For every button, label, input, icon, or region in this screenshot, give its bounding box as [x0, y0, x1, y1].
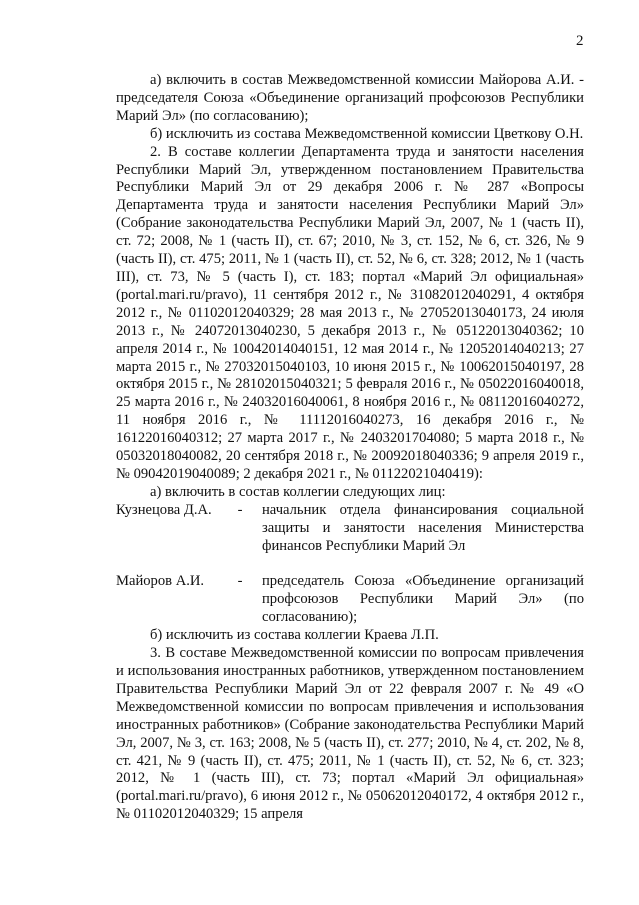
paragraph-section-2: 2. В составе коллегии Департамента труда и занятости населения Республики Марий Эл, утвержденном постановлением Правительства Республики Марий Эл от 29 декабря 2006 г. № 287 «Вопросы Департамента труда и занятости населения Республики Марий Эл» (Собрание законодательства Республики Марий Эл, 2007, № 1 (часть II), ст. 72; 2008, № 1 (часть II), ст. 67; 2010, № 3, ст. 152, № 6, ст. 326, № 9 (часть II), ст. 475; 2011, № 1 (часть II), ст. 52, № 6, ст. 328; 2012, № 1 (часть III), ст. 73, № 5 (часть I), ст. 183; портал «Марий Эл официальная» (portal.mari.ru/pravo), 11 сентября 2012 г., № 31082012040291, 4 октября 2012 г., № 01102012040329; 28 мая 2013 г., № 27052013040173, 24 июля 2013 г., № 24072013040230, 5 декабря 2013 г., № 05122013040362; 10 апреля 2014 г., № 10042014040151, 12 мая 2014 г., № 12052014040213; 27 марта 2015 г., № 27032015040103, 10 июня 2015 г., № 10062015040197, 28 октября 2015 г., № 28102015040321; 5 февраля 2016 г., № 05022016040018, 25 марта 2016 г., № 24032016040061, 8 ноября 2016 г., № 08112016040272, 11 ноября 2016 г., № 11112016040273, 16 декабря 2016 г., № 16122016040312; 27 марта 2017 г., № 2403201704080; 5 марта 2018 г., № 05032018040082, 20 сентября 2018 г., № 20092018040336; 9 апреля 2019 г., № 09042019040089; 2 декабря 2021 г., № 01122021040419):: [116, 143, 584, 482]
page-number: 2: [576, 33, 584, 49]
member-dash: -: [237, 573, 243, 590]
member-row: [116, 502, 584, 556]
member-name: Майоров А.И.: [116, 573, 205, 590]
document-body: [116, 72, 584, 824]
member-name: Кузнецова Д.А.: [116, 501, 212, 518]
paragraph-exclude-commission: б) исключить из состава Межведомственной комиссии Цветкову О.Н.: [150, 125, 584, 142]
spacer: [116, 555, 584, 573]
paragraph-include-collegium: а) включить в состав коллегии следующих лиц:: [150, 483, 446, 500]
paragraph-section-3: 3. В составе Межведомственной комиссии по вопросам привлечения и использования иностранных работников, утвержденном постановлением Правительства Республики Марий Эл от 22 февраля 2007 г. № 49 «О Межведомственной комиссии по вопросам привлечения и использования иностранных работников» (Собрание законодательства Республики Марий Эл, 2007, № 3, ст. 163; 2008, № 5 (часть II), ст. 277; 2010, № 4, ст. 202, № 8, ст. 421, № 9 (часть II), ст. 475; 2011, № 1 (часть II), ст. 52, № 6, ст. 323; 2012, № 1 (часть III), ст. 73; портал «Марий Эл официальная» (portal.mari.ru/pravo), 6 июня 2012 г., № 05062012040172, 4 октября 2012 г., № 01102012040329; 15 апреля: [116, 645, 584, 823]
member-description: председатель Союза «Объединение организаций профсоюзов Республики Марий Эл» (по согласованию);: [262, 573, 584, 626]
member-dash: -: [237, 501, 243, 518]
paragraph-include-commission: а) включить в состав Межведомственной комиссии Майорова А.И. - председателя Союза «Объединение организаций профсоюзов Республики Марий Эл» (по согласованию);: [116, 72, 584, 124]
member-row: [116, 573, 584, 627]
member-description: начальник отдела финансирования социальной защиты и занятости населения Министерства финансов Республики Марий Эл: [262, 501, 584, 554]
paragraph-exclude-collegium: б) исключить из состава коллегии Краева Л.П.: [150, 627, 439, 644]
